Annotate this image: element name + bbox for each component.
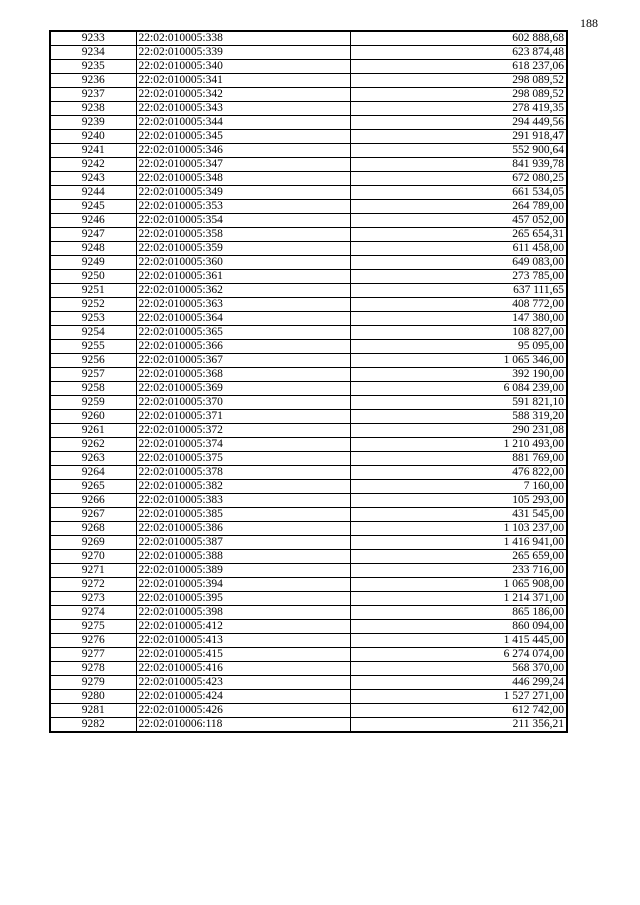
cadastral-number-cell: 22:02:010005:378 <box>136 466 350 480</box>
cadastral-value-cell: 278 419,35 <box>350 102 567 116</box>
table-row <box>50 480 567 494</box>
table-row <box>50 606 567 620</box>
row-number-cell: 9269 <box>50 536 136 550</box>
table-body <box>50 31 567 732</box>
cadastral-value-cell: 408 772,00 <box>350 298 567 312</box>
cadastral-number-cell: 22:02:010005:354 <box>136 214 350 228</box>
cadastral-value-cell: 1 527 271,00 <box>350 690 567 704</box>
cadastral-number-cell: 22:02:010005:360 <box>136 256 350 270</box>
row-number-cell: 9263 <box>50 452 136 466</box>
table-row <box>50 648 567 662</box>
cadastral-number-cell: 22:02:010005:345 <box>136 130 350 144</box>
table-row <box>50 704 567 718</box>
cadastral-number-cell: 22:02:010005:367 <box>136 354 350 368</box>
row-number-cell: 9241 <box>50 144 136 158</box>
cadastral-value-cell: 147 380,00 <box>350 312 567 326</box>
cadastral-number-cell: 22:02:010005:383 <box>136 494 350 508</box>
row-number-cell: 9260 <box>50 410 136 424</box>
cadastral-value-cell: 476 822,00 <box>350 466 567 480</box>
table-row <box>50 690 567 704</box>
cadastral-value-cell: 298 089,52 <box>350 88 567 102</box>
row-number-cell: 9282 <box>50 718 136 733</box>
row-number-cell: 9275 <box>50 620 136 634</box>
table-row <box>50 312 567 326</box>
cadastral-number-cell: 22:02:010005:412 <box>136 620 350 634</box>
cadastral-value-cell: 1 103 237,00 <box>350 522 567 536</box>
cadastral-value-cell: 431 545,00 <box>350 508 567 522</box>
cadastral-number-cell: 22:02:010005:364 <box>136 312 350 326</box>
table-row <box>50 662 567 676</box>
cadastral-value-cell: 1 214 371,00 <box>350 592 567 606</box>
row-number-cell: 9274 <box>50 606 136 620</box>
cadastral-value-cell: 294 449,56 <box>350 116 567 130</box>
cadastral-number-cell: 22:02:010005:348 <box>136 172 350 186</box>
table-row <box>50 88 567 102</box>
cadastral-number-cell: 22:02:010005:416 <box>136 662 350 676</box>
table-row <box>50 634 567 648</box>
cadastral-value-cell: 568 370,00 <box>350 662 567 676</box>
table-row <box>50 396 567 410</box>
row-number-cell: 9267 <box>50 508 136 522</box>
table-row <box>50 382 567 396</box>
table-row <box>50 368 567 382</box>
table-row <box>50 284 567 298</box>
cadastral-number-cell: 22:02:010005:361 <box>136 270 350 284</box>
table-row <box>50 340 567 354</box>
cadastral-number-cell: 22:02:010005:339 <box>136 46 350 60</box>
cadastral-value-cell: 446 299,24 <box>350 676 567 690</box>
cadastral-number-cell: 22:02:010005:344 <box>136 116 350 130</box>
cadastral-number-cell: 22:02:010005:366 <box>136 340 350 354</box>
row-number-cell: 9257 <box>50 368 136 382</box>
cadastral-number-cell: 22:02:010005:374 <box>136 438 350 452</box>
row-number-cell: 9245 <box>50 200 136 214</box>
table-row <box>50 200 567 214</box>
row-number-cell: 9262 <box>50 438 136 452</box>
cadastral-value-cell: 865 186,00 <box>350 606 567 620</box>
cadastral-number-cell: 22:02:010005:415 <box>136 648 350 662</box>
cadastral-value-cell: 881 769,00 <box>350 452 567 466</box>
row-number-cell: 9271 <box>50 564 136 578</box>
table-row <box>50 74 567 88</box>
cadastral-value-table <box>49 30 568 733</box>
row-number-cell: 9236 <box>50 74 136 88</box>
row-number-cell: 9265 <box>50 480 136 494</box>
table-row <box>50 508 567 522</box>
table-row <box>50 116 567 130</box>
cadastral-number-cell: 22:02:010005:370 <box>136 396 350 410</box>
cadastral-value-cell: 649 083,00 <box>350 256 567 270</box>
cadastral-number-cell: 22:02:010005:368 <box>136 368 350 382</box>
table-row <box>50 410 567 424</box>
cadastral-value-cell: 95 095,00 <box>350 340 567 354</box>
table-row <box>50 452 567 466</box>
table-row <box>50 718 567 733</box>
cadastral-value-cell: 623 874,48 <box>350 46 567 60</box>
table-row <box>50 158 567 172</box>
row-number-cell: 9259 <box>50 396 136 410</box>
table-row <box>50 438 567 452</box>
cadastral-value-cell: 618 237,06 <box>350 60 567 74</box>
cadastral-value-cell: 273 785,00 <box>350 270 567 284</box>
cadastral-number-cell: 22:02:010005:338 <box>136 31 350 46</box>
cadastral-number-cell: 22:02:010005:394 <box>136 578 350 592</box>
cadastral-value-cell: 611 458,00 <box>350 242 567 256</box>
row-number-cell: 9261 <box>50 424 136 438</box>
cadastral-value-cell: 591 821,10 <box>350 396 567 410</box>
table-row <box>50 46 567 60</box>
cadastral-number-cell: 22:02:010005:365 <box>136 326 350 340</box>
cadastral-number-cell: 22:02:010005:387 <box>136 536 350 550</box>
table-row <box>50 494 567 508</box>
row-number-cell: 9253 <box>50 312 136 326</box>
cadastral-value-cell: 298 089,52 <box>350 74 567 88</box>
cadastral-number-cell: 22:02:010005:341 <box>136 74 350 88</box>
table-row <box>50 60 567 74</box>
row-number-cell: 9268 <box>50 522 136 536</box>
table-row <box>50 564 567 578</box>
row-number-cell: 9248 <box>50 242 136 256</box>
table-row <box>50 536 567 550</box>
cadastral-number-cell: 22:02:010005:371 <box>136 410 350 424</box>
cadastral-number-cell: 22:02:010005:372 <box>136 424 350 438</box>
row-number-cell: 9278 <box>50 662 136 676</box>
row-number-cell: 9252 <box>50 298 136 312</box>
row-number-cell: 9281 <box>50 704 136 718</box>
row-number-cell: 9235 <box>50 60 136 74</box>
table-row <box>50 620 567 634</box>
row-number-cell: 9250 <box>50 270 136 284</box>
cadastral-value-cell: 1 065 908,00 <box>350 578 567 592</box>
cadastral-number-cell: 22:02:010005:343 <box>136 102 350 116</box>
row-number-cell: 9244 <box>50 186 136 200</box>
row-number-cell: 9273 <box>50 592 136 606</box>
row-number-cell: 9251 <box>50 284 136 298</box>
cadastral-value-cell: 290 231,08 <box>350 424 567 438</box>
row-number-cell: 9240 <box>50 130 136 144</box>
row-number-cell: 9254 <box>50 326 136 340</box>
table-row <box>50 172 567 186</box>
cadastral-number-cell: 22:02:010005:359 <box>136 242 350 256</box>
row-number-cell: 9270 <box>50 550 136 564</box>
table-row <box>50 298 567 312</box>
cadastral-number-cell: 22:02:010005:347 <box>136 158 350 172</box>
cadastral-number-cell: 22:02:010005:342 <box>136 88 350 102</box>
cadastral-value-cell: 6 274 074,00 <box>350 648 567 662</box>
row-number-cell: 9277 <box>50 648 136 662</box>
table-row <box>50 102 567 116</box>
cadastral-value-cell: 264 789,00 <box>350 200 567 214</box>
cadastral-value-cell: 1 416 941,00 <box>350 536 567 550</box>
cadastral-value-cell: 602 888,68 <box>350 31 567 46</box>
cadastral-number-cell: 22:02:010005:395 <box>136 592 350 606</box>
row-number-cell: 9258 <box>50 382 136 396</box>
table-row <box>50 676 567 690</box>
cadastral-value-cell: 392 190,00 <box>350 368 567 382</box>
row-number-cell: 9234 <box>50 46 136 60</box>
row-number-cell: 9279 <box>50 676 136 690</box>
table-row <box>50 31 567 46</box>
table-row <box>50 578 567 592</box>
cadastral-value-cell: 672 080,25 <box>350 172 567 186</box>
cadastral-value-cell: 7 160,00 <box>350 480 567 494</box>
cadastral-value-cell: 265 654,31 <box>350 228 567 242</box>
table-row <box>50 466 567 480</box>
cadastral-value-cell: 841 939,78 <box>350 158 567 172</box>
cadastral-number-cell: 22:02:010005:353 <box>136 200 350 214</box>
cadastral-number-cell: 22:02:010005:362 <box>136 284 350 298</box>
table-row <box>50 424 567 438</box>
table-row <box>50 256 567 270</box>
row-number-cell: 9255 <box>50 340 136 354</box>
table-row <box>50 144 567 158</box>
cadastral-number-cell: 22:02:010005:386 <box>136 522 350 536</box>
row-number-cell: 9249 <box>50 256 136 270</box>
row-number-cell: 9272 <box>50 578 136 592</box>
cadastral-number-cell: 22:02:010005:340 <box>136 60 350 74</box>
cadastral-value-cell: 1 415 445,00 <box>350 634 567 648</box>
row-number-cell: 9246 <box>50 214 136 228</box>
row-number-cell: 9276 <box>50 634 136 648</box>
cadastral-value-cell: 588 319,20 <box>350 410 567 424</box>
cadastral-value-cell: 552 900,64 <box>350 144 567 158</box>
table-row <box>50 186 567 200</box>
table-row <box>50 214 567 228</box>
cadastral-number-cell: 22:02:010005:363 <box>136 298 350 312</box>
cadastral-number-cell: 22:02:010005:358 <box>136 228 350 242</box>
cadastral-number-cell: 22:02:010005:388 <box>136 550 350 564</box>
row-number-cell: 9280 <box>50 690 136 704</box>
cadastral-number-cell: 22:02:010005:375 <box>136 452 350 466</box>
cadastral-value-cell: 233 716,00 <box>350 564 567 578</box>
row-number-cell: 9239 <box>50 116 136 130</box>
table-row <box>50 326 567 340</box>
row-number-cell: 9256 <box>50 354 136 368</box>
cadastral-number-cell: 22:02:010005:413 <box>136 634 350 648</box>
cadastral-number-cell: 22:02:010005:385 <box>136 508 350 522</box>
table-row <box>50 592 567 606</box>
cadastral-value-cell: 211 356,21 <box>350 718 567 733</box>
row-number-cell: 9243 <box>50 172 136 186</box>
row-number-cell: 9233 <box>50 31 136 46</box>
cadastral-number-cell: 22:02:010005:398 <box>136 606 350 620</box>
cadastral-number-cell: 22:02:010006:118 <box>136 718 350 733</box>
cadastral-value-cell: 457 052,00 <box>350 214 567 228</box>
row-number-cell: 9238 <box>50 102 136 116</box>
row-number-cell: 9237 <box>50 88 136 102</box>
cadastral-value-cell: 612 742,00 <box>350 704 567 718</box>
cadastral-value-cell: 661 534,05 <box>350 186 567 200</box>
cadastral-value-cell: 860 094,00 <box>350 620 567 634</box>
cadastral-number-cell: 22:02:010005:346 <box>136 144 350 158</box>
cadastral-number-cell: 22:02:010005:423 <box>136 676 350 690</box>
table-row <box>50 354 567 368</box>
cadastral-value-cell: 1 210 493,00 <box>350 438 567 452</box>
table-row <box>50 522 567 536</box>
cadastral-value-cell: 265 659,00 <box>350 550 567 564</box>
cadastral-number-cell: 22:02:010005:369 <box>136 382 350 396</box>
cadastral-value-cell: 291 918,47 <box>350 130 567 144</box>
table-row <box>50 242 567 256</box>
cadastral-value-cell: 637 111,65 <box>350 284 567 298</box>
cadastral-number-cell: 22:02:010005:389 <box>136 564 350 578</box>
cadastral-number-cell: 22:02:010005:426 <box>136 704 350 718</box>
row-number-cell: 9247 <box>50 228 136 242</box>
cadastral-number-cell: 22:02:010005:424 <box>136 690 350 704</box>
row-number-cell: 9266 <box>50 494 136 508</box>
cadastral-value-cell: 6 084 239,00 <box>350 382 567 396</box>
table-row <box>50 228 567 242</box>
cadastral-value-cell: 105 293,00 <box>350 494 567 508</box>
table-row <box>50 270 567 284</box>
page-number: 188 <box>580 16 598 30</box>
row-number-cell: 9264 <box>50 466 136 480</box>
cadastral-number-cell: 22:02:010005:382 <box>136 480 350 494</box>
cadastral-value-cell: 1 065 346,00 <box>350 354 567 368</box>
table-row <box>50 550 567 564</box>
row-number-cell: 9242 <box>50 158 136 172</box>
cadastral-number-cell: 22:02:010005:349 <box>136 186 350 200</box>
table-row <box>50 130 567 144</box>
cadastral-value-cell: 108 827,00 <box>350 326 567 340</box>
